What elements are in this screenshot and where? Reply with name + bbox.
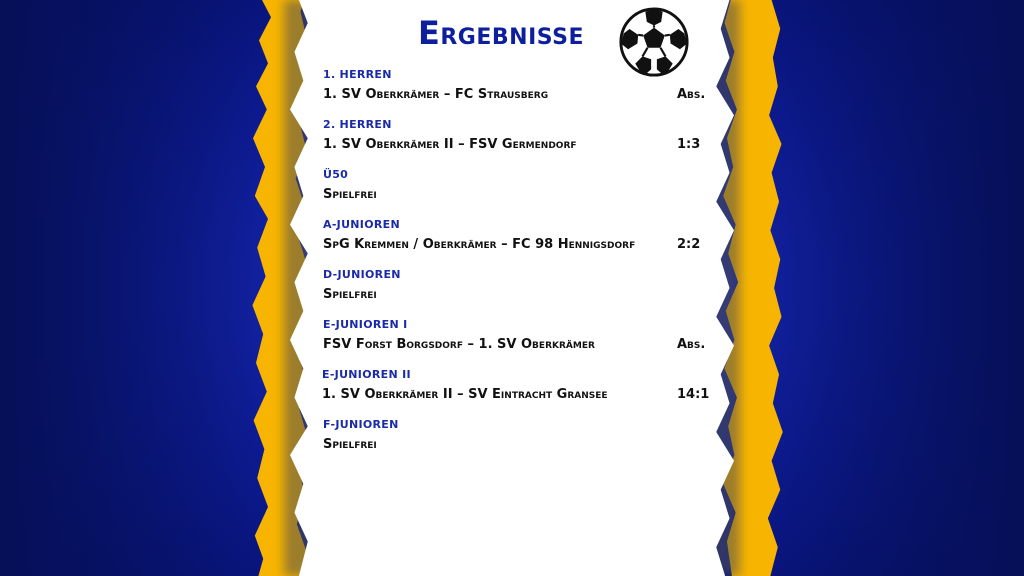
match-text: 1. SV Oberkrämer II – FSV Germendorf [323,137,577,152]
match-result: 2:2 [677,237,701,252]
background-left [0,0,260,576]
category-label: 2. HERREN [323,118,392,131]
match-text: Spielfrei [323,287,377,302]
page-title: Ergebnisse [418,14,584,52]
match-text: Spielfrei [323,187,377,202]
match-text: 1. SV Oberkrämer – FC Strausberg [323,87,549,102]
category-label: 1. HERREN [323,68,392,81]
category-label: E-JUNIOREN II [322,368,411,381]
category-label: Ü50 [323,168,349,181]
category-label: F-JUNIOREN [323,418,399,431]
result-row [323,266,713,316]
match-result: Abs. [677,337,706,352]
match-text: Spielfrei [323,437,377,452]
result-row [323,416,713,466]
match-result: 14:1 [677,387,710,402]
match-text: SpG Kremmen / Oberkrämer – FC 98 Hennigsdorf [323,237,636,252]
results-list [323,66,713,466]
match-result: Abs. [677,87,706,102]
result-row [323,216,713,266]
result-row [323,166,713,216]
result-row [323,116,713,166]
background-right [764,0,1024,576]
match-result: 1:3 [677,137,701,152]
match-text: 1. SV Oberkrämer II – SV Eintracht Gransee [322,387,608,402]
category-label: D-JUNIOREN [323,268,401,281]
category-label: A-JUNIOREN [323,218,400,231]
result-row [323,316,713,366]
match-text: FSV Forst Borgsdorf – 1. SV Oberkrämer [323,337,595,352]
result-row [323,66,713,116]
category-label: E-JUNIOREN I [323,318,408,331]
result-row [323,366,713,416]
